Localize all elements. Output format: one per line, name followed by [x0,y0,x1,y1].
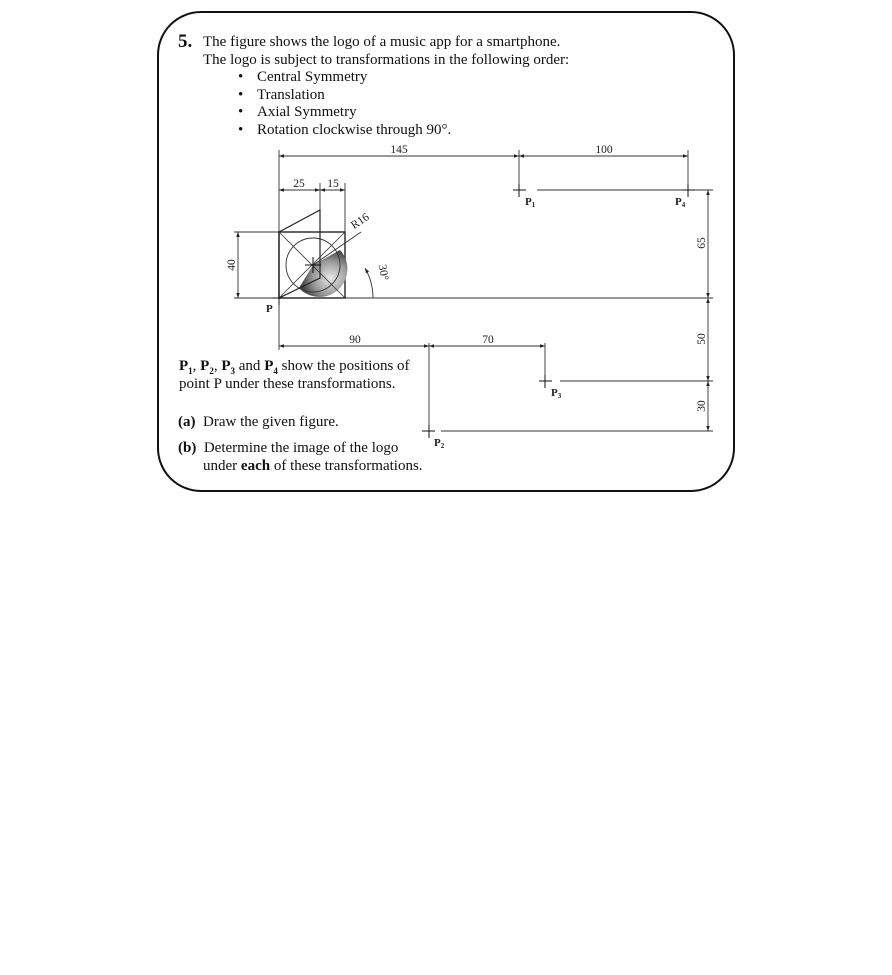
dim-label-15: 15 [327,178,339,190]
dim-label-90: 90 [349,334,361,346]
caption-p2-sub: 2 [209,366,214,376]
point-P4-cross [682,184,695,197]
part-b-label: (b) [178,440,197,456]
angle-label-30: 30° [375,263,391,282]
caption-sep-2: , [213,358,222,374]
point-P2-letter: P [434,437,441,449]
transformation-item: • Axial Symmetry [238,104,451,122]
caption-p1-sub: 1 [188,366,193,376]
point-P4-sub: 4 [681,201,686,209]
caption-sep-1: , [192,358,201,374]
point-P3-sub: 3 [557,392,562,400]
caption-p1-letter: P [179,358,189,374]
positions-line-2-text: point P under these transformations. [179,376,396,392]
transformation-item: • Central Symmetry [238,69,451,87]
dim-label-50: 50 [696,333,708,345]
dim-label-70: 70 [482,334,494,346]
dim-label-25: 25 [293,178,305,190]
transformation-item: • Translation [238,87,451,105]
caption-p3-letter: P [221,358,231,374]
part-b-line-1: Determine the image of the logo [203,440,399,456]
dim-label-40: 40 [226,259,238,271]
intro-line-1: The figure shows the logo of a music app for a smartphone. [203,34,561,50]
music-logo [279,210,361,298]
part-b-line-2-prefix: under [203,458,241,474]
caption-p3-sub: 3 [230,366,236,376]
point-P1-letter: P [525,196,532,208]
point-P4-label [675,196,686,209]
dim-label-100: 100 [595,144,613,156]
caption-and: and [235,358,265,374]
part-a-label: (a) [178,414,196,430]
point-P3-letter: P [551,387,558,399]
intro-line-2: The logo is subject to transformations in the following order: [203,52,570,68]
point-P2-sub: 2 [440,442,445,450]
caption-p4-sub: 4 [273,366,278,376]
transformation-item: • Rotation clockwise through 90°. [238,122,451,140]
point-P-label: P [266,303,273,315]
caption-p4-letter: P [264,358,274,374]
dim-label-30: 30 [696,400,708,412]
part-b-line-2-suffix: of these transformations. [270,458,423,474]
point-P1-label [525,196,536,209]
point-P1-sub: 1 [531,201,536,209]
point-P4-letter: P [675,196,682,208]
angle-arc-30 [365,268,373,298]
radius-label: R16 [349,211,372,232]
dim-label-145: 145 [390,144,408,156]
caption-p2-letter: P [200,358,210,374]
caption-rest: show the positions of [277,358,410,374]
point-P2-label [434,437,445,450]
part-a-text: Draw the given figure. [203,414,339,430]
dim-label-65: 65 [696,237,708,249]
part-b-line-2-bold: each [240,458,271,474]
point-P3-label [551,387,562,400]
question-number: 5. [178,31,193,52]
